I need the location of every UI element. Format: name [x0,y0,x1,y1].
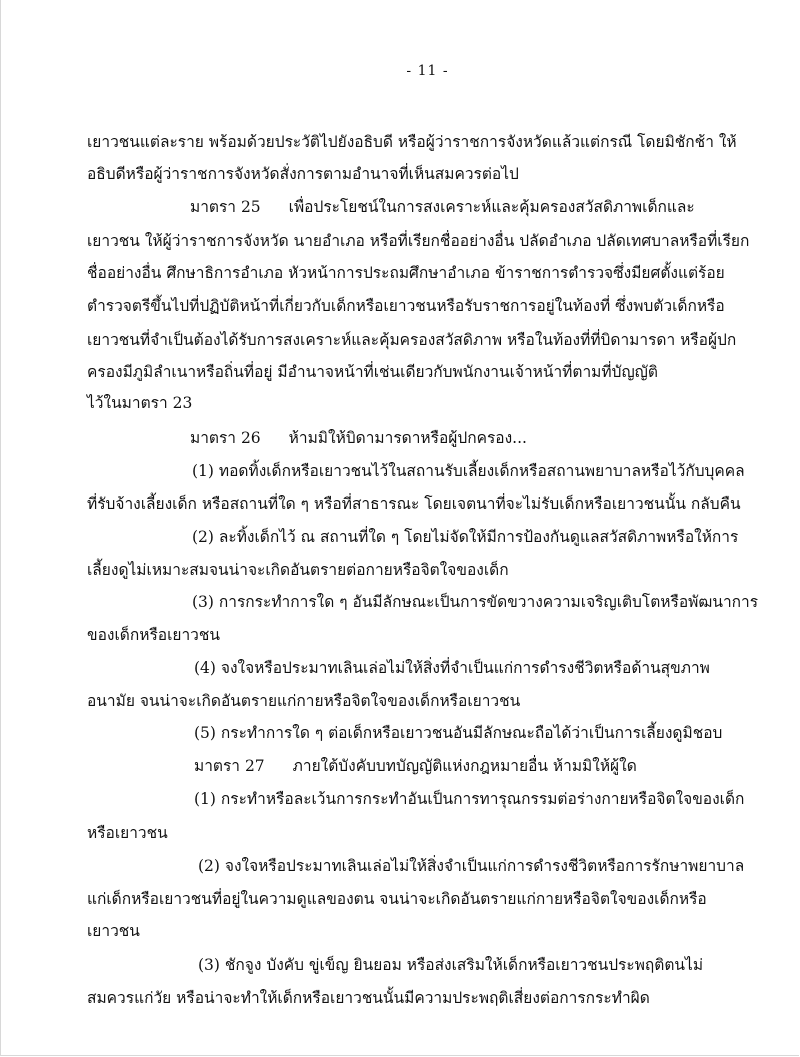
text-line: หรือเยาวชน [87,824,168,842]
section-25-text: เพื่อประโยชน์ในการสงเคราะห์และคุ้มครองสวัสดิภาพเด็กและ [288,198,695,216]
text-line: (1) ทอดทิ้งเด็กหรือเยาวชนไว้ในสถานรับเลี้ยงเด็กหรือสถานพยาบาลหรือไว้กับบุคคล [192,462,745,480]
text-line: แก่เด็กหรือเยาวชนที่อยู่ในความดูแลของตน จนน่าจะเกิดอันตรายแก่กายหรือจิตใจของเด็กหรือ [87,890,707,908]
text-line: เยาวชนแต่ละราย พร้อมด้วยประวัติไปยังอธิบดี หรือผู้ว่าราชการจังหวัดแล้วแต่กรณี โดยมิชักช้า ให้ [87,133,737,151]
text-line: ชื่ออย่างอื่น ศึกษาธิการอำเภอ หัวหน้าการประถมศึกษาอำเภอ ข้าราชการตำรวจซึ่งมียศตั้งแต่ร้อย [87,264,725,282]
text-line: (2) ละทิ้งเด็กไว้ ณ สถานที่ใด ๆ โดยไม่จัดให้มีการป้องกันดูแลสวัสดิภาพหรือให้การ [192,528,739,546]
text-line: ตำรวจตรีขึ้นไปที่ปฏิบัติหน้าที่เกี่ยวกับเด็กหรือเยาวชนหรือรับราชการอยู่ในท้องที่ ซึ่งพบตัวเด็กหรือ [87,297,725,315]
text-line: อนามัย จนน่าจะเกิดอันตรายแก่กายหรือจิตใจของเด็กหรือเยาวชน [87,692,521,710]
section-25-heading: มาตรา 25 [190,198,261,216]
text-line: (1) กระทำหรือละเว้นการกระทำอันเป็นการทารุณกรรมต่อร่างกายหรือจิตใจของเด็ก [194,790,745,808]
text-line: (5) กระทำการใด ๆ ต่อเด็กหรือเยาวชนอันมีลักษณะถือได้ว่าเป็นการเลี้ยงดูมิชอบ [194,724,723,742]
text-line: (3) การกระทำการใด ๆ อันมีลักษณะเป็นการขัดขวางความเจริญเติบโตหรือพัฒนาการ [192,593,759,611]
text-line: เลี้ยงดูไม่เหมาะสมจนน่าจะเกิดอันตรายต่อกายหรือจิตใจของเด็ก [87,561,509,579]
section-27-text: ภายใต้บังคับบทบัญญัติแห่งกฎหมายอื่น ห้ามมิให้ผู้ใด [292,757,637,775]
text-line: สมควรแก่วัย หรือน่าจะทำให้เด็กหรือเยาวชนนั้นมีความประพฤติเสี่ยงต่อการกระทำผิด [87,989,650,1007]
text-line: เยาวชน [87,922,140,940]
text-line: ของเด็กหรือเยาวชน [87,626,220,644]
section-25-line [190,197,695,217]
section-26-line [190,428,527,448]
text-line: เยาวชนที่จำเป็นต้องได้รับการสงเคราะห์และคุ้มครองสวัสดิภาพ หรือในท้องที่ที่บิดามารดา หรือผู้ปก [87,331,737,349]
section-26-heading: มาตรา 26 [190,429,261,447]
section-27-heading: มาตรา 27 [194,757,265,775]
text-line: ที่รับจ้างเลี้ยงเด็ก หรือสถานที่ใด ๆ หรือที่สาธารณะ โดยเจตนาที่จะไม่รับเด็กหรือเยาวชนนั้น กลับคืน [87,495,741,513]
text-line: ครองมีภูมิลำเนาหรือถิ่นที่อยู่ มีอำนาจหน้าที่เช่นเดียวกับพนักงานเจ้าหน้าที่ตามที่บัญญัติ [87,363,658,381]
text-line: (4) จงใจหรือประมาทเลินเล่อไม่ให้สิ่งที่จำเป็นแก่การดำรงชีวิตหรือด้านสุขภาพ [194,659,710,677]
text-line: เยาวชน ให้ผู้ว่าราชการจังหวัด นายอำเภอ หรือที่เรียกชื่ออย่างอื่น ปลัดอำเภอ ปลัดเทศบาลหรือที่เรียก [87,232,750,250]
section-27-line [194,756,637,776]
text-line: (2) จงใจหรือประมาทเลินเล่อไม่ให้สิ่งจำเป็นแก่การดำรงชีวิตหรือการรักษาพยาบาล [198,857,745,875]
text-line: อธิบดีหรือผู้ว่าราชการจังหวัดสั่งการตามอำนาจที่เห็นสมควรต่อไป [87,165,519,183]
text-line: (3) ชักจูง บังคับ ขู่เข็ญ ยินยอม หรือส่งเสริมให้เด็กหรือเยาวชนประพฤติตนไม่ [198,956,704,974]
page-number: - 11 - [406,63,449,79]
section-26-text: ห้ามมิให้บิดามารดาหรือผู้ปกครอง... [288,429,527,447]
text-line: ไว้ในมาตรา 23 [87,394,193,412]
